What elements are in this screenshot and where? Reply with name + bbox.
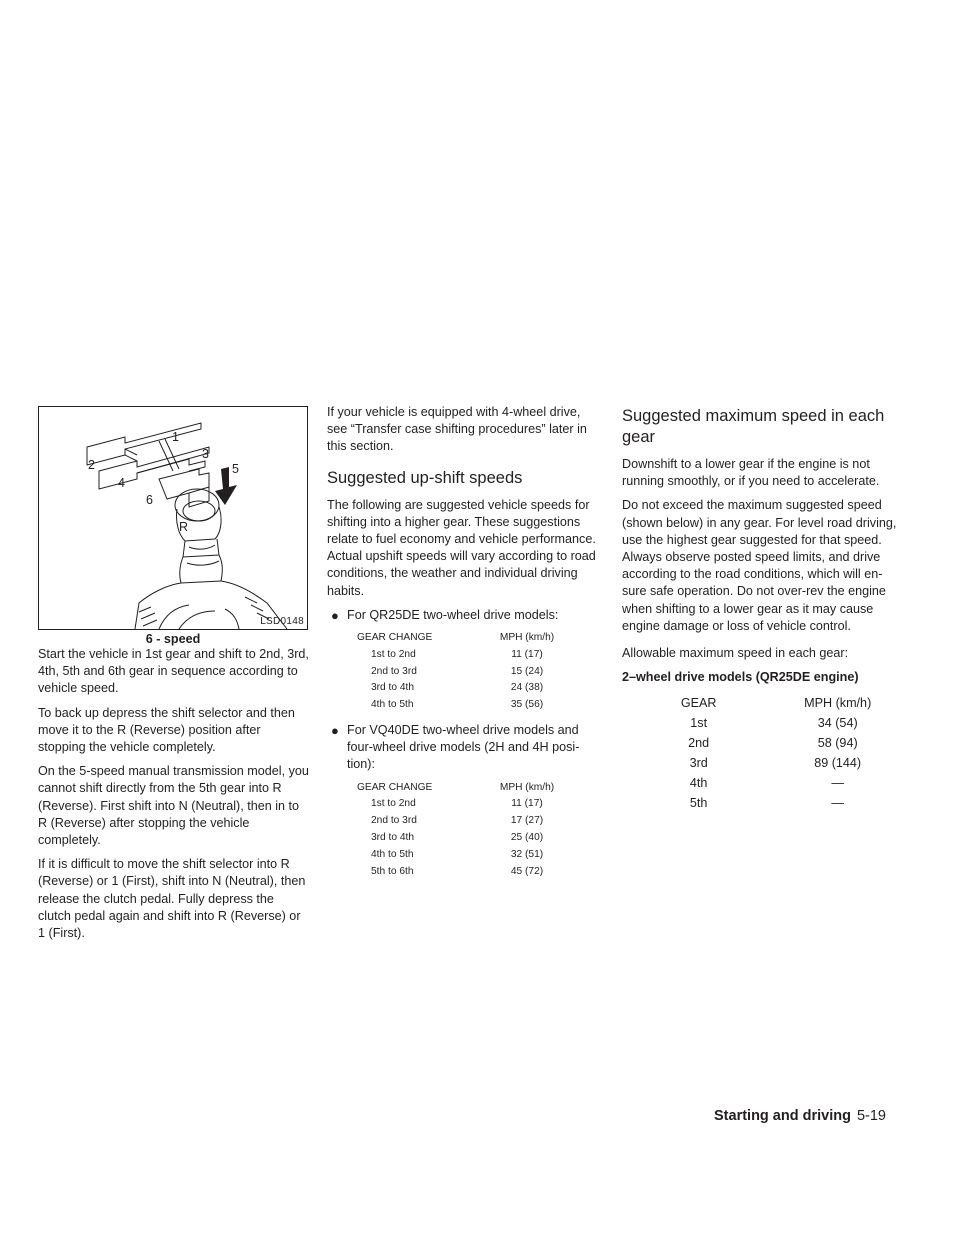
speed-cell: — (831, 776, 844, 791)
gear-label-1: 1 (172, 430, 179, 444)
speed-cell: 11 (17) (511, 648, 543, 660)
speed-cell: 25 (40) (510, 832, 544, 844)
max-speed-heading: Suggested maximum speed in each gear (622, 407, 885, 446)
right-column (622, 404, 900, 813)
speed-cell: 45 (72) (510, 865, 544, 877)
bullet-qr25de-text: For QR25DE two-wheel drive models: (347, 607, 559, 622)
header-mph: MPH (km/h) (804, 696, 872, 711)
header-gear: GEAR (680, 696, 717, 711)
bullet-vq40de (327, 722, 603, 774)
table-row (357, 830, 603, 847)
speed-cell: 58 (94) (817, 736, 858, 751)
max-speed-table (622, 693, 900, 813)
table-header-row (357, 630, 603, 647)
transfer-case-note: If your vehicle is equipped with 4-wheel drive, see “Transfer case shifting procedures” later in this section. (327, 405, 587, 454)
speed-cell: 15 (24) (510, 665, 544, 677)
gear-cell: 4th (689, 776, 708, 791)
table-row (357, 647, 603, 664)
figure-code: LSD0148 (260, 616, 304, 627)
upshift-table-vq40de (357, 780, 603, 881)
speed-cell: 11 (17) (511, 798, 543, 810)
figure-caption: 6 - speed (145, 632, 201, 646)
table-row (357, 697, 603, 714)
downshift-paragraph: Downshift to a lower gear if the engine is not running smoothly, or if you need to accelerate. (622, 457, 880, 489)
gear-change-cell: 1st to 2nd (371, 648, 416, 660)
gear-cell: 2nd (688, 736, 710, 751)
gear-change-cell: 3rd to 4th (371, 832, 415, 844)
table-row (357, 864, 603, 881)
left-column (38, 646, 310, 949)
gear-change-cell: 4th to 5th (371, 699, 414, 711)
header-mph: MPH (km/h) (499, 632, 555, 644)
header-gear-change: GEAR CHANGE (357, 781, 433, 793)
upshift-paragraph: The following are suggested vehicle speeds for shifting into a higher gear. These suggestions relate to fuel economy and vehicle performance. Actual upshift speeds will vary according to road conditions, the weather and individual driving habits. (327, 497, 596, 598)
table-row (357, 813, 603, 830)
gear-change-cell: 2nd to 3rd (371, 665, 417, 677)
gear-label-4: 4 (118, 476, 125, 490)
speed-cell: 89 (144) (814, 756, 862, 771)
left-paragraph-1: Start the vehicle in 1st gear and shift to 2nd, 3rd, 4th, 5th and 6th gear in sequence according to vehicle speed. (38, 647, 309, 696)
page-number: 5-19 (856, 1108, 886, 1124)
max-speed-paragraph: Do not exceed the maximum suggested speed (shown below) in any gear. For level road driving, use the highest gear suggested for that speed. Always observe posted speed limits, and drive according to the road conditions, which will en- sure safe operation. Do not over-rev the engine when shifting to a lower gear as it may cause engine damage or loss of vehicle control. (622, 498, 897, 633)
header-mph: MPH (km/h) (499, 781, 555, 793)
left-paragraph-4: If it is difficult to move the shift selector into R (Reverse) or 1 (First), shift into N (Neutral), then release the clutch pedal. Fully depress the clutch pedal again and shift into R (Reverse) or 1 (First). (38, 857, 306, 941)
upshift-heading: Suggested up-shift speeds (327, 468, 523, 487)
bullet-qr25de (327, 607, 603, 624)
upshift-table-qr25de (357, 630, 603, 714)
qr25de-subheading: 2–wheel drive models (QR25DE engine) (622, 670, 859, 685)
table-row (622, 713, 900, 733)
gear-label-3: 3 (202, 447, 209, 461)
speed-cell: 17 (27) (510, 815, 544, 827)
table-row (622, 773, 900, 793)
middle-column (327, 404, 603, 886)
speed-cell: — (831, 796, 844, 811)
gear-cell: 1st (690, 716, 708, 731)
table-row (622, 753, 900, 773)
table-header-row (622, 693, 900, 713)
gear-change-cell: 1st to 2nd (371, 798, 416, 810)
header-gear-change: GEAR CHANGE (357, 632, 433, 644)
gear-cell: 5th (689, 796, 708, 811)
speed-cell: 24 (38) (510, 682, 544, 694)
gear-shift-pattern-illustration (39, 407, 307, 629)
left-paragraph-2: To back up depress the shift selector and then move it to the R (Reverse) position after stopping the vehicle completely. (38, 705, 295, 755)
gear-change-cell: 2nd to 3rd (371, 815, 417, 827)
gear-label-6: 6 (146, 493, 153, 507)
table-row (357, 796, 603, 813)
speed-cell: 35 (56) (510, 699, 544, 711)
table-row (357, 664, 603, 681)
gear-change-cell: 4th to 5th (371, 848, 414, 860)
table-row (622, 793, 900, 813)
gear-label-r: R (179, 520, 189, 534)
bullet-icon: ● (331, 723, 339, 739)
bullet-icon: ● (331, 607, 339, 623)
speed-cell: 32 (51) (510, 848, 544, 860)
gear-cell: 3rd (689, 756, 708, 771)
gear-change-cell: 3rd to 4th (371, 682, 415, 694)
footer-section-title: Starting and driving (714, 1108, 851, 1124)
gear-change-cell: 5th to 6th (371, 865, 414, 877)
left-paragraph-3: On the 5-speed manual transmission model, you cannot shift directly from the 5th gear into R (Reverse). First shift into N (Neutral), then in to R (Reverse) after stopping the vehicle completely. (38, 764, 309, 848)
gear-shift-diagram (38, 406, 308, 630)
table-header-row (357, 780, 603, 797)
table-row (622, 733, 900, 753)
table-row (357, 847, 603, 864)
bullet-vq40de-text: For VQ40DE two-wheel drive models and four-wheel drive models (2H and 4H posi- tion): (347, 723, 580, 772)
allowable-speed-intro: Allowable maximum speed in each gear: (622, 646, 849, 661)
gear-label-5: 5 (232, 462, 239, 476)
gear-label-2: 2 (88, 458, 95, 472)
page-footer (714, 1108, 886, 1124)
speed-cell: 34 (54) (817, 716, 858, 731)
table-row (357, 680, 603, 697)
